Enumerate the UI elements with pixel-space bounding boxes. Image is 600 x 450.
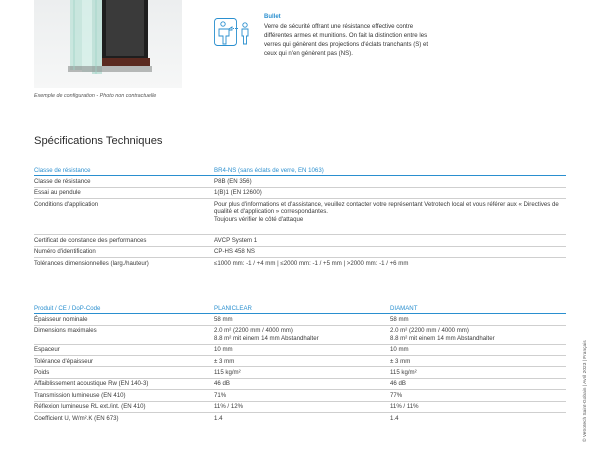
row-value: ± 3 mm: [390, 356, 566, 367]
row-label: Tolérance d'épaisseur: [34, 356, 214, 367]
row-value: Pour plus d'informations et d'assistance, veuillez contacter votre représentant Vetrotech local et vous référer aux « Directives de qualité et d'application » correspondantes. Toujours vérifier le côté d'attaque: [214, 199, 566, 235]
row-value: 58 mm: [390, 314, 566, 325]
table-header-row: [34, 303, 566, 314]
header-cell: DIAMANT: [390, 303, 566, 314]
row-value: ± 3 mm: [214, 356, 390, 367]
table-row: [34, 356, 566, 367]
resistance-table: [34, 165, 566, 268]
table-header-row: [34, 165, 566, 176]
table-row: [34, 413, 566, 424]
row-label: Réflexion lumineuse RL ext./int. (EN 410): [34, 401, 214, 412]
glass-configuration-image: [34, 0, 182, 88]
row-label: Tolérances dimensionnelles (larg./hauteur): [34, 258, 214, 269]
table-row: [34, 187, 566, 198]
product-table: [34, 303, 566, 423]
row-value: AVCP System 1: [214, 235, 566, 246]
row-label: Certificat de constance des performances: [34, 235, 214, 246]
row-value: P8B (EN 356): [214, 176, 566, 187]
row-value: ≤1000 mm: -1 / +4 mm | ≤2000 mm: -1 / +5 mm | >2000 mm: -1 / +6 mm: [214, 258, 566, 269]
row-label: Essai au pendule: [34, 187, 214, 198]
row-value: 10 mm: [214, 344, 390, 355]
table-row: [34, 199, 566, 235]
table-row: [34, 325, 566, 344]
table-row: [34, 235, 566, 246]
row-label: Affaiblissement acoustique Rw (EN 140-3): [34, 378, 214, 389]
table-row: [34, 314, 566, 325]
header-cell: Produit / CE / DoP-Code: [34, 303, 214, 314]
row-value: 1(B)1 (EN 12600): [214, 187, 566, 198]
copyright-side-text: © Vetrotech Saint-Gobain | Avril 2023 | Français: [583, 340, 588, 442]
row-label: Transmission lumineuse (EN 410): [34, 390, 214, 401]
row-label: Espaceur: [34, 344, 214, 355]
table-row: [34, 176, 566, 187]
shooter-person-icon: [214, 18, 252, 46]
header-cell: PLANICLEAR: [214, 303, 390, 314]
row-value: 11% / 12%: [214, 401, 390, 412]
row-label: Épaisseur nominale: [34, 314, 214, 325]
table-row: [34, 367, 566, 378]
row-label: Conditions d'application: [34, 199, 214, 235]
row-value: 58 mm: [214, 314, 390, 325]
row-value: 115 kg/m²: [214, 367, 390, 378]
header-cell: Classe de résistance: [34, 165, 214, 176]
row-value: 77%: [390, 390, 566, 401]
row-label: Numéro d'identification: [34, 246, 214, 257]
row-value: 46 dB: [390, 378, 566, 389]
row-value: 2.0 m² (2200 mm / 4000 mm) 8.8 m² mit einem 14 mm Abstandhalter: [214, 325, 390, 344]
row-label: Coefficient U, W/m².K (EN 673): [34, 413, 214, 424]
product-photo: [34, 0, 182, 88]
row-value: 115 kg/m²: [390, 367, 566, 378]
row-value: CP-HS 458 NS: [214, 246, 566, 257]
row-label: Dimensions maximales: [34, 325, 214, 344]
table-row: [34, 246, 566, 257]
table-row: [34, 344, 566, 355]
bullet-title: Bullet: [264, 14, 281, 20]
photo-caption: Exemple de configuration - Photo non contractuelle: [34, 93, 157, 99]
row-value: 11% / 11%: [390, 401, 566, 412]
row-value: 46 dB: [214, 378, 390, 389]
table-row: [34, 401, 566, 412]
header-cell: BR4-NS (sans éclats de verre, EN 1063): [214, 165, 566, 176]
table-row: [34, 378, 566, 389]
section-title: Spécifications Techniques: [34, 135, 163, 147]
table-row: [34, 390, 566, 401]
row-value: 71%: [214, 390, 390, 401]
bullet-description: Verre de sécurité offrant une résistance effective contre différentes armes et munitions. On fait la distinction entre les verres qui génèrent des projections d'éclats tranchants (S) et ceux qui n'en génèrent pas (NS).: [264, 23, 429, 58]
row-value: 1.4: [390, 413, 566, 424]
table-row: [34, 258, 566, 269]
row-value: 10 mm: [390, 344, 566, 355]
row-value: 2.0 m² (2200 mm / 4000 mm) 8.8 m² mit einem 14 mm Abstandhalter: [390, 325, 566, 344]
row-label: Classe de résistance: [34, 176, 214, 187]
row-label: Poids: [34, 367, 214, 378]
row-value: 1.4: [214, 413, 390, 424]
